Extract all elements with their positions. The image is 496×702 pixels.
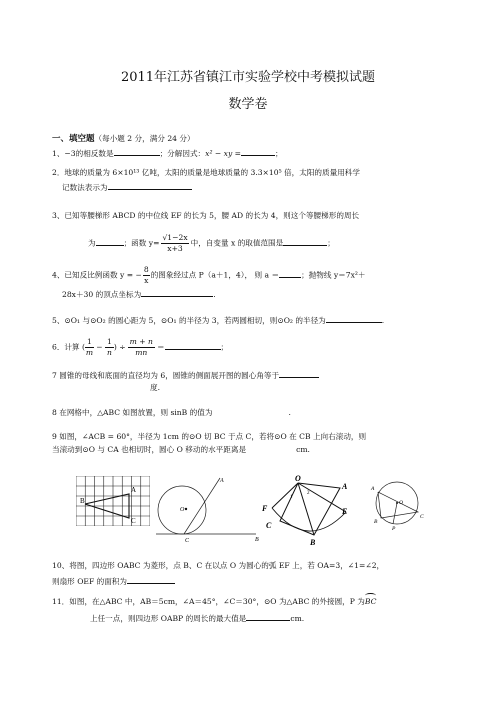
q3-fraction-den: x+3 [167, 244, 183, 253]
circ-label-b: B [374, 519, 378, 525]
rhombus-label-o: O [295, 474, 301, 483]
grid-label-b: B [80, 497, 85, 505]
q4-fraction-num: 8 [143, 265, 149, 274]
q1-text-d: ； [275, 149, 283, 158]
answer-blank[interactable] [96, 237, 124, 246]
question-11-line-1 [52, 597, 376, 607]
circ-label-a: A [371, 486, 375, 492]
q6-f1-den: m [85, 348, 94, 357]
answer-blank[interactable] [127, 575, 175, 584]
circ-label-o: O [399, 500, 403, 506]
q3-fraction [161, 233, 188, 254]
circumcircle-svg [366, 478, 428, 532]
rhombus-label-2: 2 [307, 491, 310, 496]
q11-arc-text: BC [364, 597, 377, 606]
q6-text-a: 6．计算 ( [52, 342, 85, 352]
circ-label-p: P [392, 526, 396, 532]
rolling-label-o: O [180, 507, 185, 513]
q6-fraction-2 [105, 337, 114, 358]
rhombus-label-f: F [262, 504, 268, 513]
q9-text-c: cm. [296, 445, 310, 454]
q6-text-d: ； [220, 342, 229, 352]
q11-arc-label [365, 597, 377, 607]
rhombus-label-1: 1 [290, 495, 293, 500]
question-9-line-1: 9 如图，∠ACB = 60°，半径为 1cm 的⊙O 切 BC 于点 C，若将⊙O 在 CB 上向右滚动，则 [52, 432, 367, 441]
question-3-line-1: 3、已知等腰梯形 ABCD 的中位线 EF 的长为 5，腰 AD 的长为 4，则这个等腰梯形的周长 [52, 211, 360, 220]
grid-figure [76, 476, 150, 526]
page-title: 2011年江苏省镇江市实验学校中考模拟试题 [120, 70, 376, 85]
q6-f3-den: mn [135, 348, 148, 357]
q11-text-a: 11．如图，在△ABC 中，AB＝5cm，∠A＝45°，∠C＝30°，⊙O 为△ABC 的外接圆，P 为 [52, 597, 365, 606]
q6-fraction-1 [85, 337, 94, 358]
answer-blank[interactable] [279, 369, 319, 378]
question-10-line-1: 10、将图，四边形 OABC 为菱形，点 B、C 在以点 O 为圆心的弧 EF 上，若 OA=3，∠1=∠2， [52, 561, 385, 570]
question-5 [52, 314, 384, 326]
q7-text-a: 7 圆锥的母线和底面的直径均为 6，圆锥的侧面展开图的圆心角等于 [52, 371, 280, 380]
q6-text-c: ＝ [156, 342, 165, 352]
rhombus-label-c: C [266, 521, 272, 530]
answer-blank[interactable] [114, 147, 160, 156]
rhombus-label-b: B [310, 538, 316, 546]
rhombus-sector-figure [258, 474, 358, 546]
rolling-label-a: A [220, 478, 224, 484]
question-10-line-2 [52, 575, 175, 587]
rolling-label-c: C [185, 538, 190, 544]
answer-blank[interactable] [141, 288, 216, 299]
rolling-label-b: B [255, 537, 259, 543]
rhombus-label-a: A [342, 482, 348, 491]
rolling-circle-svg [156, 474, 260, 544]
answer-blank[interactable] [165, 341, 221, 350]
q1-expression: x² − xy = [205, 149, 242, 158]
answer-blank[interactable] [326, 314, 385, 325]
question-4-line-1 [52, 265, 366, 286]
q6-f1-num: 1 [87, 337, 92, 346]
q4-text-c: ；抛物线 y＝7x²＋ [301, 270, 366, 280]
question-11-line-2 [90, 612, 304, 624]
rhombus-sector-svg [258, 474, 358, 546]
question-9-line-2 [52, 445, 310, 455]
q4-text-d: 28x＋30 的顶点坐标为 [62, 290, 142, 299]
section-title: 一、填空题 [52, 134, 95, 144]
circumcircle-figure [366, 478, 428, 532]
question-7-line-2: 度. [150, 383, 161, 392]
rolling-circle-figure [156, 474, 260, 544]
question-4-line-2 [62, 288, 216, 300]
q3-text-d: 中，自变量 x 的取值范围是 [190, 238, 284, 248]
q1-text-a: 1、−3的相反数是 [52, 149, 114, 158]
q6-f2-den: n [107, 348, 112, 357]
q6-f3-num: m + n [129, 337, 153, 346]
q4-text-e: . [213, 290, 216, 299]
q11-text-c: cm. [290, 614, 305, 623]
arc-mark-icon [365, 593, 377, 598]
q3-text-c: ；函数 y= [123, 238, 160, 248]
q3-text-b: 为 [88, 238, 96, 248]
answer-blank[interactable] [279, 269, 301, 278]
q10-text-b: 则扇形 OEF 的面积为 [52, 577, 128, 586]
rhombus-label-e: E [342, 507, 348, 516]
question-1 [52, 147, 283, 159]
q2-text-b: 记数法表示为 [62, 183, 108, 192]
question-2-line-2 [62, 181, 192, 193]
q1-text-b: ；分解因式： [159, 149, 206, 158]
question-8 [52, 408, 291, 418]
grid-figure-svg [76, 476, 150, 526]
grid-label-c: C [131, 517, 136, 525]
answer-blank[interactable] [246, 612, 290, 621]
question-6 [52, 337, 228, 358]
q4-text-a: 4、已知反比例函数 y = − [52, 270, 142, 280]
q4-fraction [143, 265, 150, 286]
answer-blank[interactable] [283, 237, 327, 246]
q6-fraction-3 [128, 337, 155, 358]
q4-fraction-den: x [144, 276, 149, 285]
circ-label-c: C [420, 514, 424, 520]
q6-text-b: ) ÷ [113, 342, 126, 352]
q11-text-b: 上任一点，则四边形 OABP 的周长的最大值是 [90, 614, 247, 623]
q6-minus: − [93, 342, 106, 352]
question-2-line-1: 2．地球的质量为 6×10¹³ 亿吨，太阳的质量是地球质量的 3.3×10⁵ 倍，太阳的质量用科学 [52, 168, 360, 177]
q8-text-a: 8 在网格中，△ABC 如图放置，则 sinB 的值为 [52, 408, 213, 417]
q8-text-b: . [288, 408, 291, 417]
q5-text-a: 5、⊙O₁ 与⊙O₂ 的圆心距为 5，⊙O₁ 的半径为 3，若两圆相切，则⊙O₂ 的半径为 [52, 316, 326, 325]
section-heading [52, 126, 195, 145]
question-7-line-1 [52, 369, 319, 381]
page-subtitle: 数学卷 [228, 97, 268, 112]
q3-text-e: ； [327, 238, 335, 248]
q4-text-b: 的图象经过点 P（a＋1，4）， 则 a ＝ [150, 270, 280, 280]
grid-label-a: A [131, 486, 137, 494]
q9-text-b: 当滚动到⊙O 与 CA 也相切时，圆心 O 移动的水平距离是 [52, 445, 247, 454]
q5-text-b: . [381, 316, 385, 325]
q3-fraction-num: √1−2x [162, 233, 188, 242]
answer-blank[interactable] [108, 181, 192, 190]
question-3-line-2 [88, 233, 335, 254]
q6-f2-num: 1 [107, 337, 112, 346]
section-note: （每小题 2 分，满分 24 分） [94, 134, 195, 143]
answer-blank[interactable] [241, 147, 275, 156]
